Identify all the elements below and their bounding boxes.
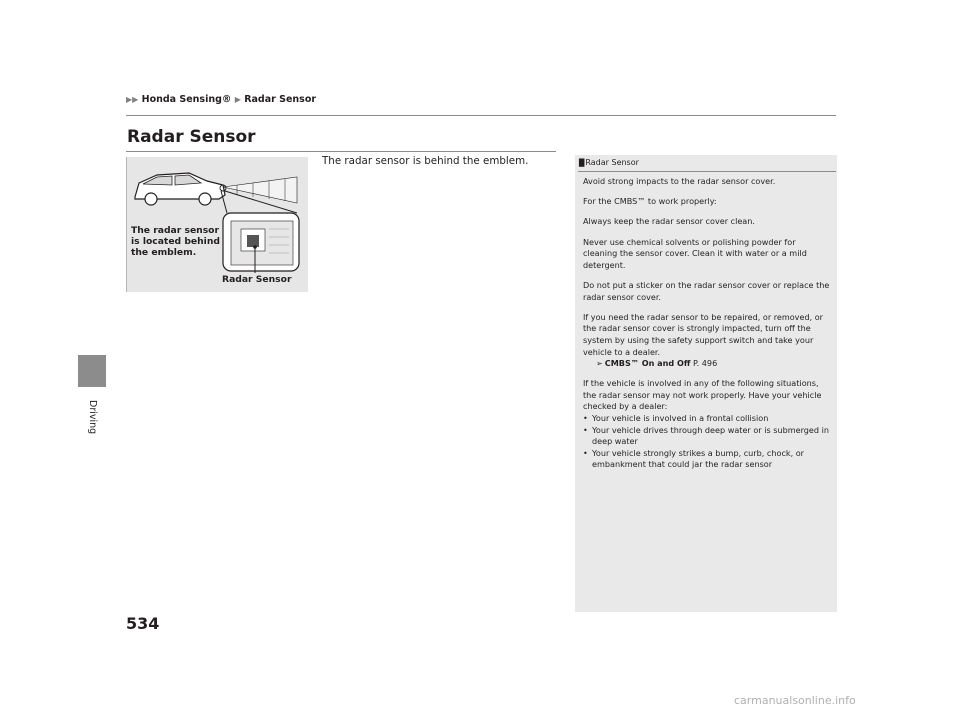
breadcrumb-item[interactable]: Radar Sensor — [244, 94, 317, 105]
figure-label: Radar Sensor — [222, 274, 292, 285]
note-paragraph: Do not put a sticker on the radar sensor cover or replace the radar sensor cover. — [583, 279, 830, 302]
list-item: • Your vehicle strongly strikes a bump, curb, chock, or embankment that could jar the radar sensor — [583, 448, 831, 471]
note-bullet-list — [583, 413, 831, 471]
breadcrumb — [126, 94, 316, 105]
reference-arrow-icon: ➢ — [596, 358, 603, 369]
note-paragraph: If the vehicle is involved in any of the following situations, the radar sensor may not work properly. Have your vehicle checked by a dealer: — [583, 378, 822, 412]
callout-line: The radar sensor — [131, 225, 220, 236]
cross-reference[interactable] — [583, 358, 831, 370]
section-tab-label-wrap — [86, 400, 100, 440]
section-tab-label: Driving — [87, 400, 98, 435]
note-paragraph: Always keep the radar sensor cover clean. — [583, 216, 755, 227]
list-item: • Your vehicle drives through deep water or is submerged in deep water — [583, 425, 831, 448]
chevron-right-icon: ▶▶ — [126, 95, 139, 104]
reference-page: P. 496 — [693, 358, 718, 369]
callout-line: is located behind — [131, 236, 220, 247]
body-paragraph: The radar sensor is behind the emblem. — [322, 155, 529, 167]
note-paragraph: Avoid strong impacts to the radar sensor cover. — [583, 176, 776, 186]
watermark: carmanualsonline.info — [734, 694, 856, 707]
callout-line: the emblem. — [131, 247, 197, 258]
note-icon: █ — [579, 159, 585, 167]
note-paragraph: Never use chemical solvents or polishing powder for cleaning the sensor cover. Clean it with water or a mild detergent. — [583, 236, 807, 270]
header-divider — [126, 115, 836, 116]
note-header — [579, 158, 639, 167]
reference-title[interactable]: CMBS™ On and Off — [604, 358, 691, 369]
title-divider — [126, 151, 556, 152]
note-body — [583, 176, 831, 471]
breadcrumb-item[interactable]: Honda Sensing® — [141, 94, 232, 105]
note-paragraph: If you need the radar sensor to be repaired, or removed, or the radar sensor cover is strongly impacted, turn off the system by using the safety support switch and take your vehicle to a dealer. — [583, 311, 824, 357]
page-number: 534 — [126, 614, 160, 633]
note-divider — [578, 171, 836, 172]
section-tab[interactable] — [78, 355, 106, 387]
chevron-right-icon: ▶ — [234, 95, 241, 104]
page-title: Radar Sensor — [127, 127, 256, 147]
figure-callout — [131, 225, 220, 258]
note-header-text: Radar Sensor — [585, 158, 639, 167]
note-paragraph: For the CMBS™ to work properly: — [583, 196, 717, 207]
list-item: • Your vehicle is involved in a frontal collision — [583, 413, 831, 425]
